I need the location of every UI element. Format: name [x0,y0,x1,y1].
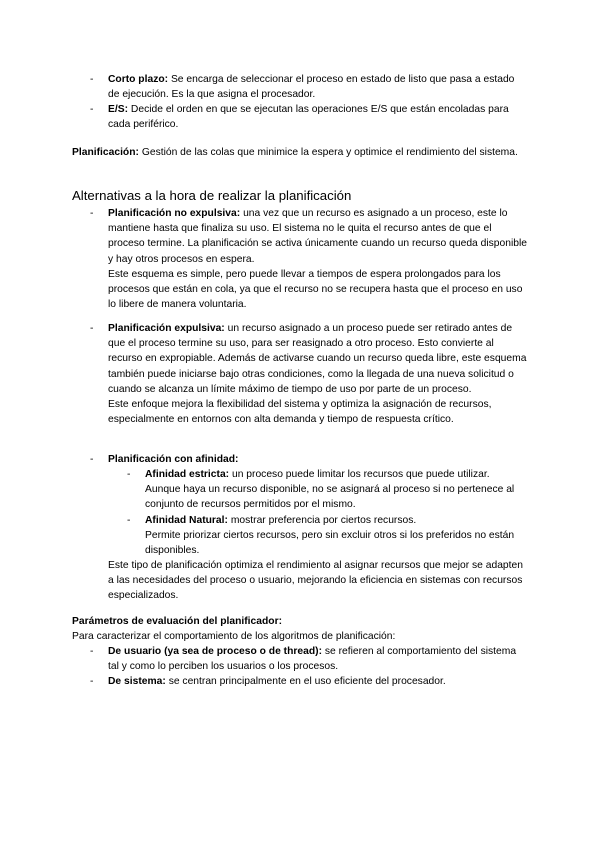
list-dash: - [90,74,94,85]
list-dash: - [127,469,131,480]
term-corto-plazo: Corto plazo: [108,74,169,85]
text-expulsiva: un recurso asignado a un proceso puede ser retirado antes de que el proceso termine su uso, para ser reasignado a otro proceso. Esto convierte al recurso en expropiable. Además de activarse cuando un recurso queda libre, este esquema también puede iniciarse bajo otras condiciones, como la llegada de una nueva solicitud o cuando se alcanza un límite máximo de tiempo de uso por parte de un proceso. [108,323,527,395]
list-dash: - [90,454,94,465]
term-de-sistema: De sistema: [108,676,166,687]
term-planificacion: Planificación: [72,147,139,158]
term-de-usuario: De usuario (ya sea de proceso o de thread): [108,646,323,657]
term-afinidad: Planificación con afinidad: [108,454,239,465]
term-es: E/S: [108,104,129,115]
parametros-title: Parámetros de evaluación del planificador: [72,616,283,627]
text-de-sistema: se centran principalmente en el uso eficiente del procesador. [168,676,446,687]
planificacion-paragraph [72,145,527,160]
term-no-expulsiva: Planificación no expulsiva: [108,208,241,219]
extra-afinidad-natural: Permite priorizar ciertos recursos, pero sin excluir otros si los preferidos no están disponibles. [145,530,515,557]
text-afinidad-estricta: un proceso puede limitar los recursos que puede utilizar. Aunque haya un recurso disponible, no se asignará al proceso si no pertenece al conjunto de recursos permitidos por el mismo. [145,469,515,511]
text-afinidad-natural: mostrar preferencia por ciertos recursos. [230,515,417,526]
list-dash: - [127,515,131,526]
list-dash: - [90,676,94,687]
text-de-usuario: se refieren al comportamiento del sistema tal y como lo perciben los usuarios o los procesos. [108,646,517,673]
text-no-expulsiva: una vez que un recurso es asignado a un proceso, este lo mantiene hasta que finaliza su uso. El sistema no le quita el recurso antes de que el proceso termine. La planificación se activa únicamente cuando un recurso queda disponible y hay otros procesos en espera. [108,208,527,265]
extra-afinidad: Este tipo de planificación optimiza el rendimiento al asignar recursos que mejor se adapten a las necesidades del proceso o usuario, mejorando la eficiencia en sistemas con recursos especializados. [108,560,523,602]
list-dash: - [90,323,94,334]
term-expulsiva: Planificación expulsiva: [108,323,225,334]
extra-expulsiva: Este enfoque mejora la flexibilidad del sistema y optimiza la asignación de recursos, especialmente en entornos con alta demanda y tiempo de respuesta crítico. [108,399,492,426]
term-afinidad-natural: Afinidad Natural: [145,515,228,526]
text-planificacion: Gestión de las colas que minimice la espera y optimice el rendimiento del sistema. [141,147,518,158]
text-es: Decide el orden en que se ejecutan las operaciones E/S que están encoladas para cada periférico. [108,104,509,131]
text-corto-plazo: Se encarga de seleccionar el proceso en estado de listo que pasa a estado de ejecución. Es la que asigna el procesador. [108,74,515,101]
list-dash: - [90,208,94,219]
list-dash: - [90,646,94,657]
extra-no-expulsiva: Este esquema es simple, pero puede llevar a tiempos de espera prolongados para los procesos que están en cola, ya que el recurso no se recupera hasta que el proceso en uso lo libere de manera voluntaria. [108,268,523,311]
term-afinidad-estricta: Afinidad estricta: [145,469,230,480]
parametros-intro: Para caracterizar el comportamiento de los algoritmos de planificación: [72,631,396,642]
section-heading: Alternativas a la hora de realizar la planificación [72,188,352,203]
list-dash: - [90,104,94,115]
